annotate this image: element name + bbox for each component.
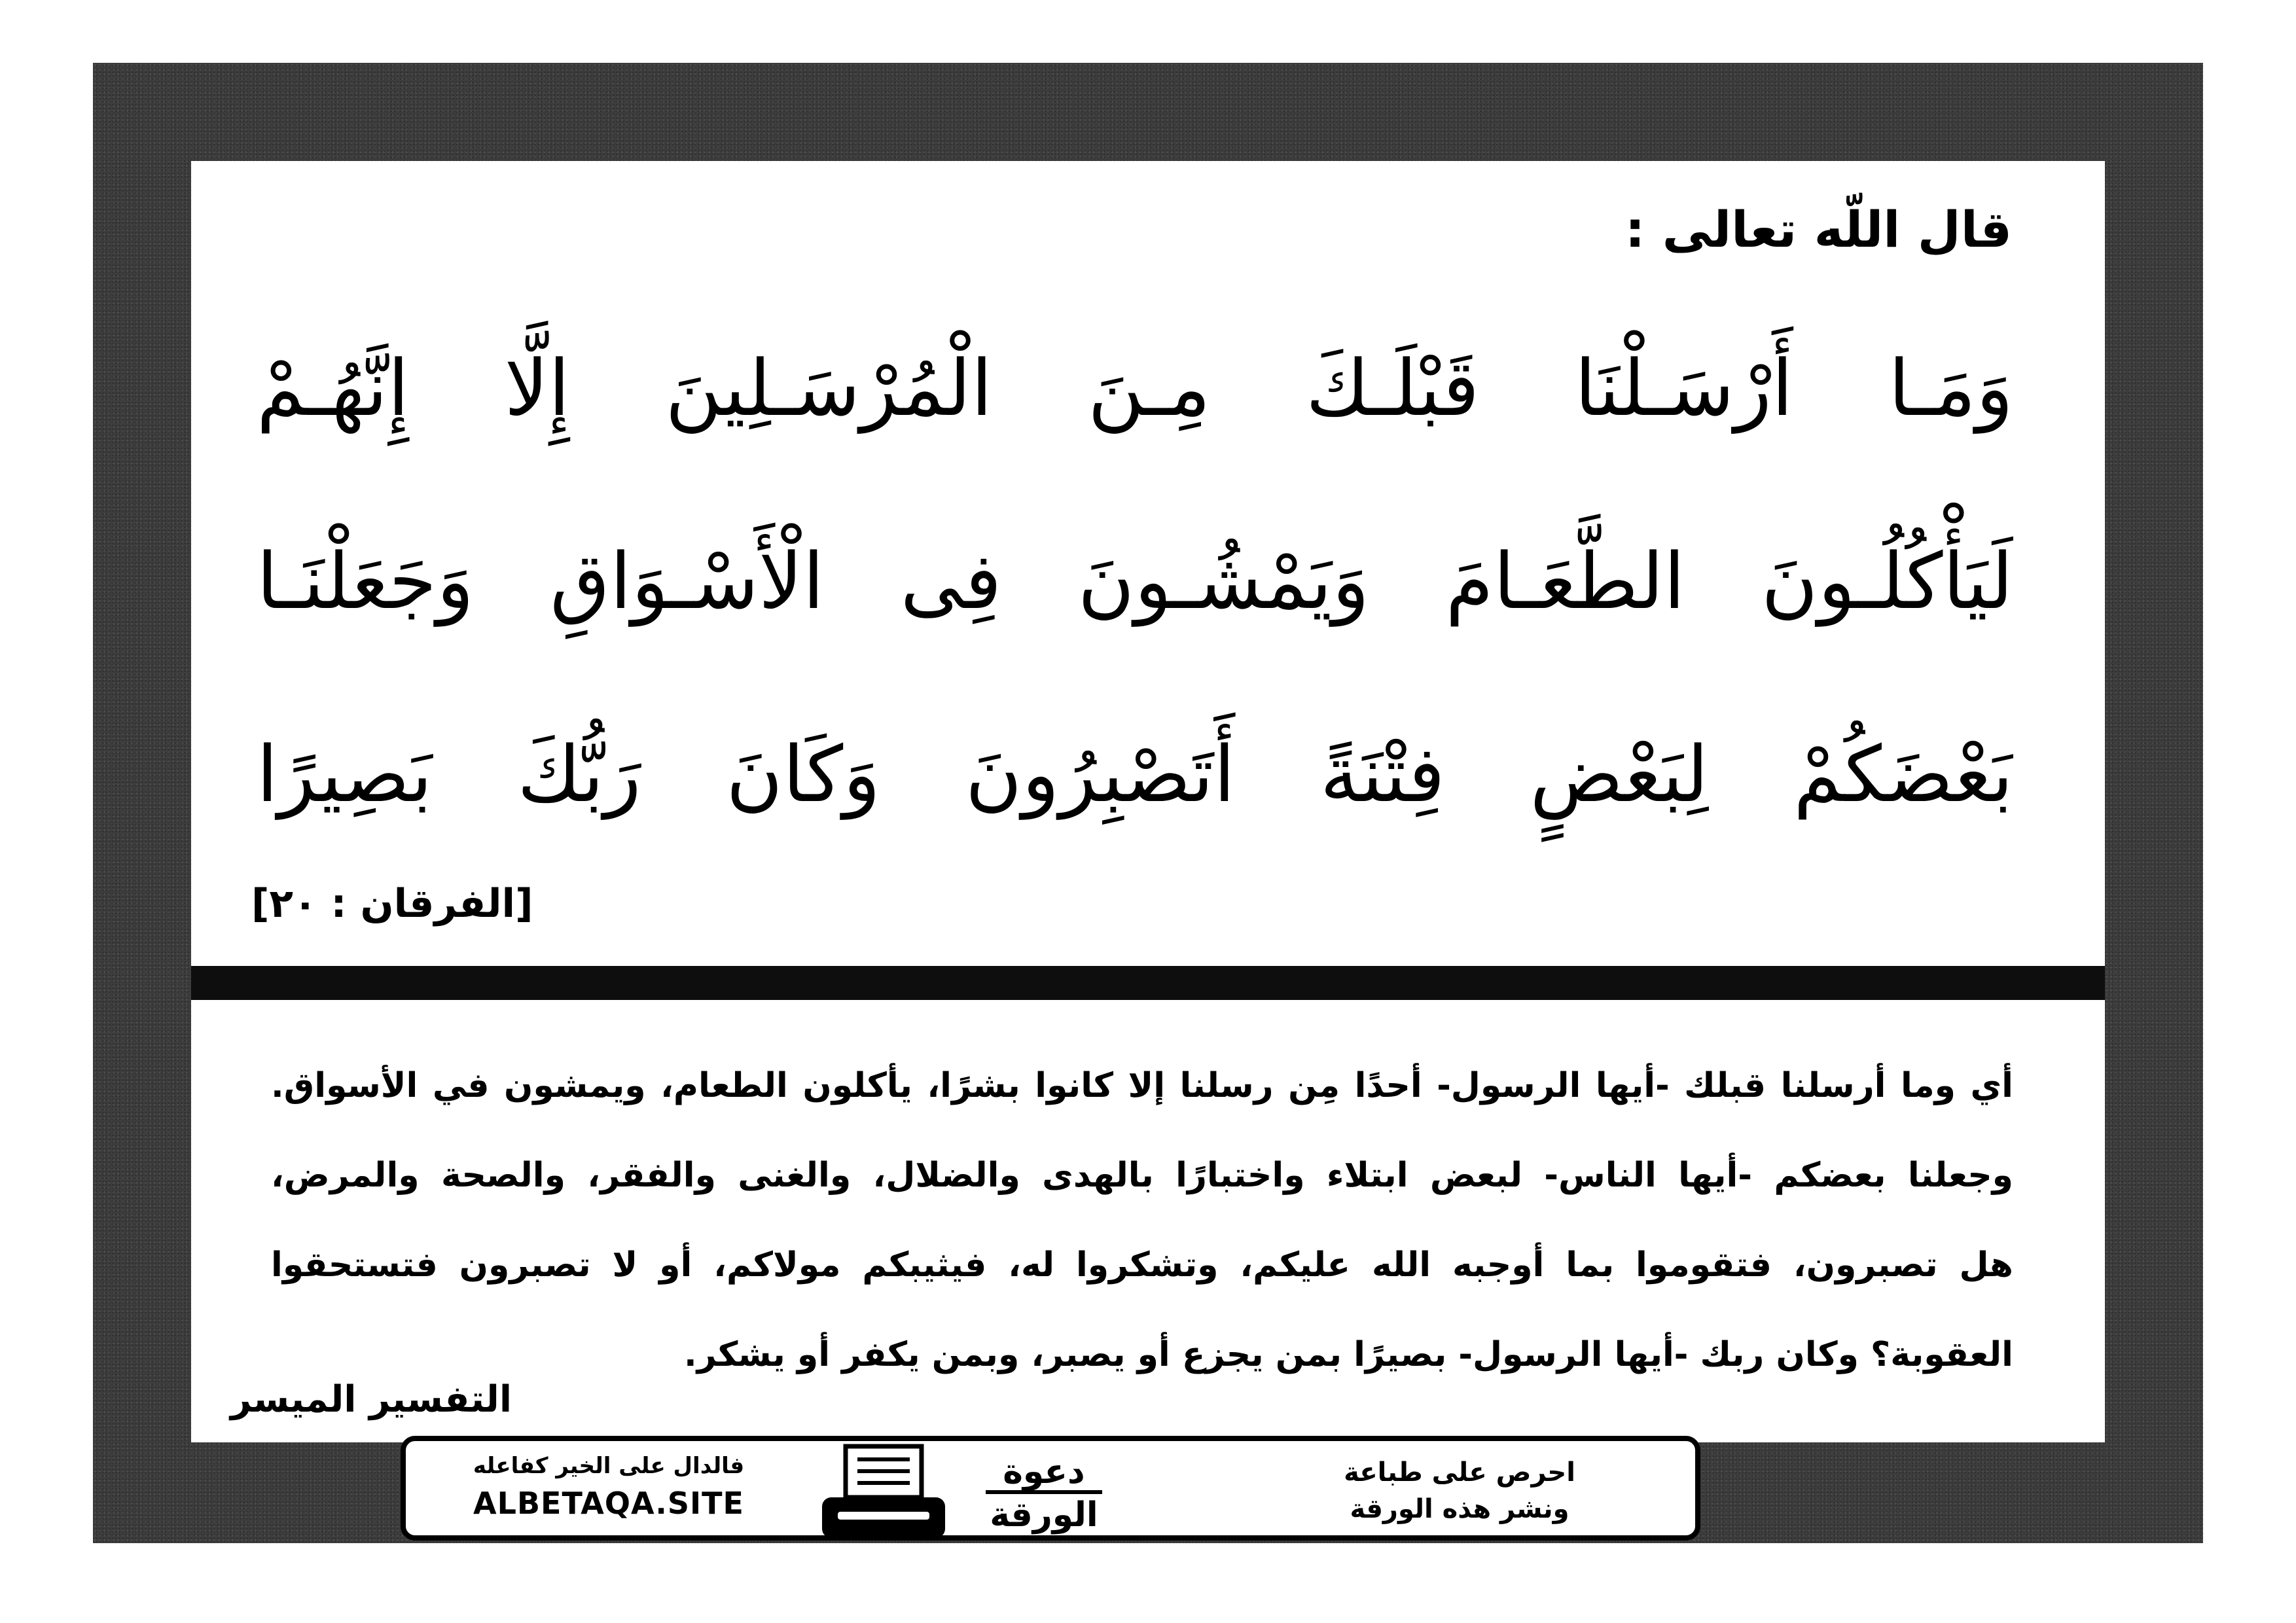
verse-line-1: وَمَـا أَرْسَـلْنَا قَبْلَـكَ مِـنَ الْمُرْسَـلِينَ إِلَّا إِنَّهُـمْ (257, 343, 2013, 433)
verse-intro: قال اللّه تعالى : (1624, 200, 2012, 259)
tafsir-line-1: أي وما أرسلنا قبلك -أيها الرسول- أحدًا مِن رسلنا إلا كانوا بشرًا، يأكلون الطعام، ويمشون في الأسواق. (271, 1066, 2013, 1105)
quran-verse (257, 292, 2013, 953)
footer-banner (401, 1436, 1700, 1541)
tafsir-line-4: العقوبة؟ وكان ربك -أيها الرسول- بصيرًا بمن يجزع أو يصبر، وبمن يكفر أو يشكر. (684, 1335, 2013, 1374)
footer-site-block (425, 1453, 792, 1521)
section-divider (191, 966, 2105, 1000)
appeal-line-2: ونشر هذه الورقة (1350, 1494, 1570, 1524)
dawah-logo (982, 1442, 1106, 1539)
printer-icon (818, 1444, 949, 1542)
tafsir-line-2: وجعلنا بعضكم -أيها الناس- لبعض ابتلاء واختبارًا بالهدى والضلال، والغنى والفقر، والصحة والمرض، (271, 1156, 2013, 1195)
tafsir-text (271, 1041, 2013, 1400)
footer-tagline: فالدال على الخير كفاعله (473, 1453, 745, 1479)
footer-appeal (1263, 1454, 1656, 1527)
site-link[interactable]: ALBETAQA.SITE (473, 1486, 744, 1521)
verse-reference: [الفرقان : ٢٠] (251, 881, 533, 927)
tafsir-source: التفسير الميسر (230, 1378, 512, 1421)
logo-text-bottom: الورقة (990, 1495, 1098, 1535)
tafsir-line-3: هل تصبرون، فتقوموا بما أوجبه الله عليكم، وتشكروا له، فيثيبكم مولاكم، أو لا تصبرون فتستحقوا (271, 1245, 2013, 1285)
appeal-line-1: احرص على طباعة (1344, 1457, 1575, 1488)
content-panel (191, 161, 2105, 1442)
logo-text-top: دعوة (1003, 1452, 1085, 1491)
verse-line-2: لَيَأْكُلُـونَ الطَّعَـامَ وَيَمْشُـونَ فِى الْأَسْـوَاقِ وَجَعَلْنَـا (257, 536, 2013, 626)
verse-line-3: بَعْضَكُمْ لِبَعْضٍ فِتْنَةً أَتَصْبِرُونَ وَكَانَ رَبُّكَ بَصِيرًا (257, 729, 2013, 819)
